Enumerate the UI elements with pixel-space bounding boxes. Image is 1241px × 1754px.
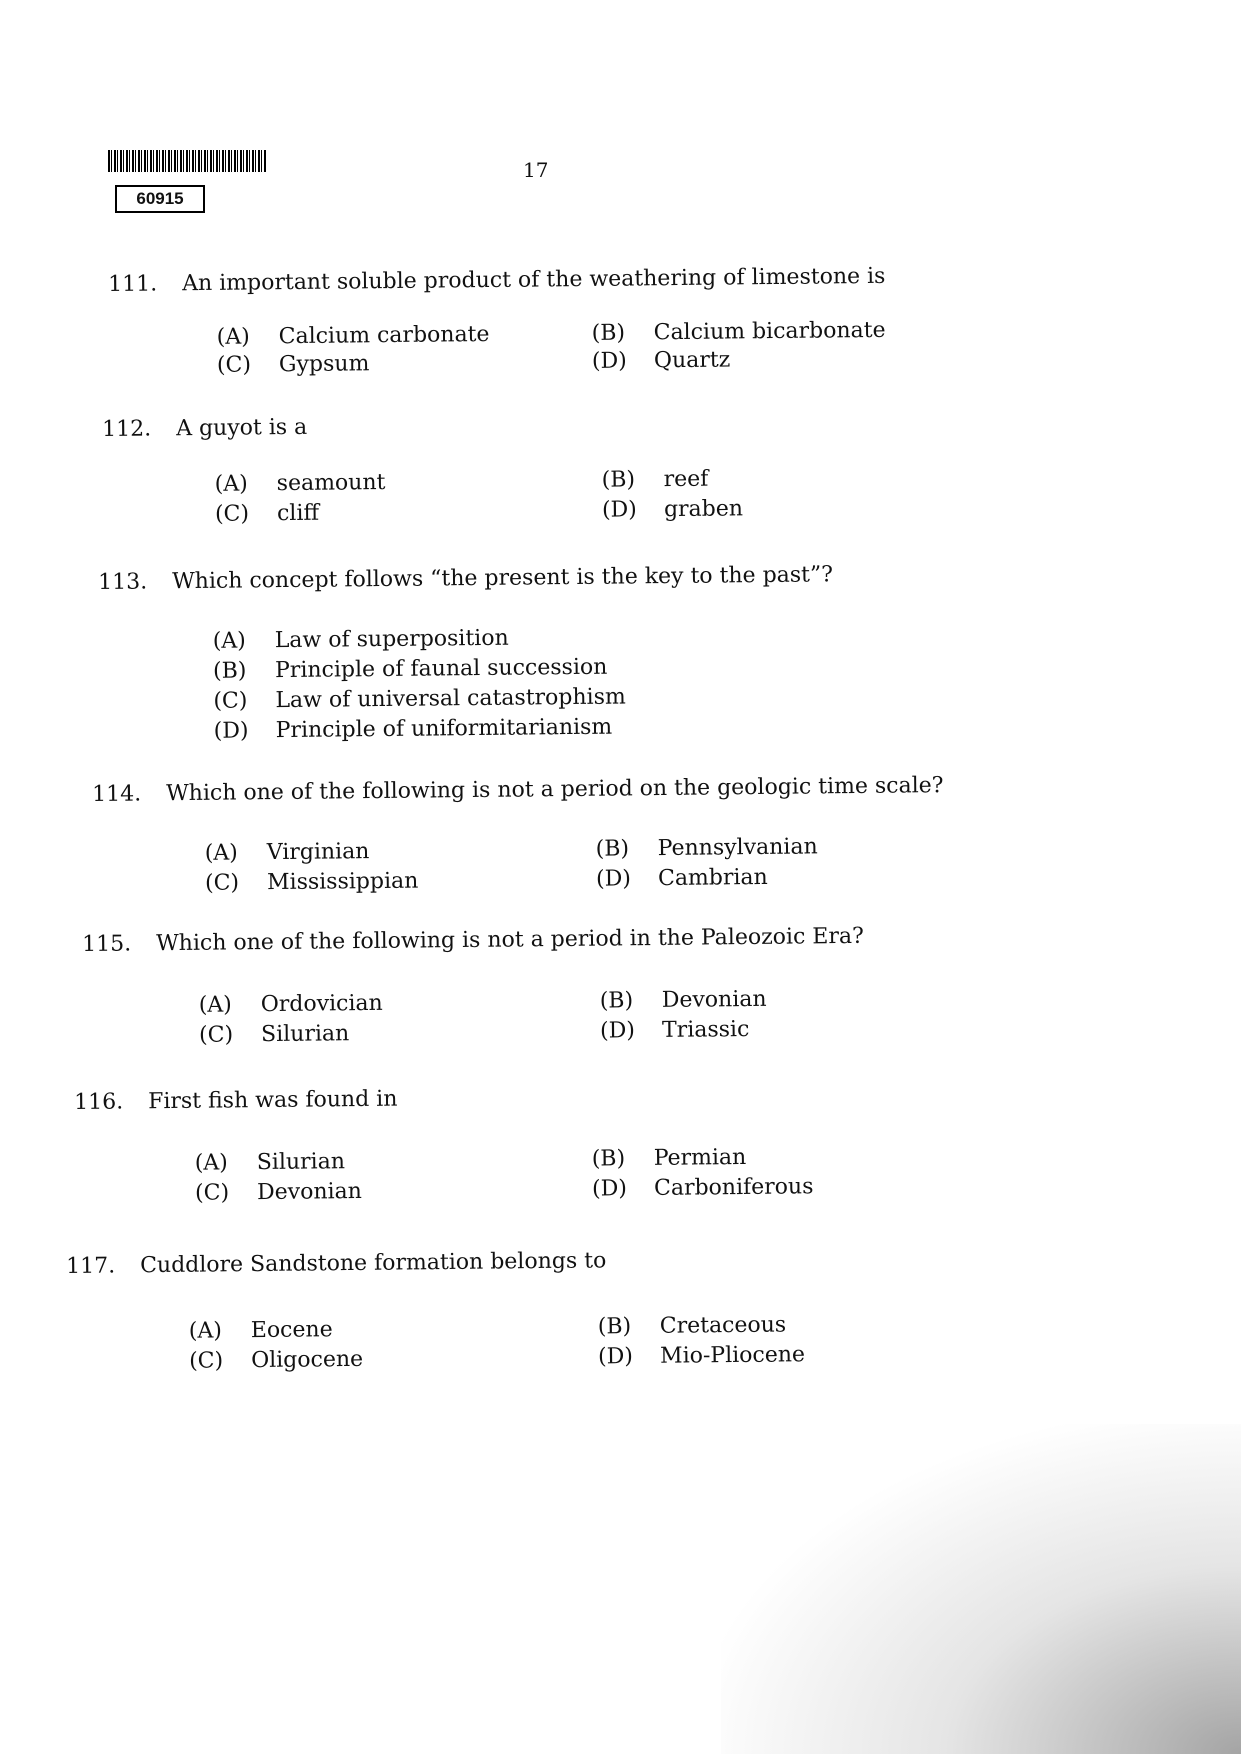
option-b: (B) Pennsylvanian	[595, 834, 818, 862]
question-text: An important soluble product of the weathering of limestone is	[181, 263, 886, 297]
question-number: 116.	[74, 1089, 124, 1115]
option-d: (D) Triassic	[599, 1017, 750, 1044]
option-a: (A) Ordovician	[198, 990, 383, 1018]
option-a: (A) Calcium carbonate	[216, 322, 490, 350]
question-text: Which one of the following is not a period in the Paleozoic Era?	[155, 923, 864, 957]
option-a: (A) Eocene	[188, 1317, 333, 1344]
barcode	[108, 150, 266, 172]
question-number: 112.	[102, 416, 152, 442]
option-c: (C) cliff	[214, 500, 320, 527]
option-b: (B) Permian	[591, 1144, 747, 1172]
page-number: 17	[523, 158, 549, 182]
option-d: (D) Principle of uniformitarianism	[213, 714, 613, 744]
question-number: 114.	[92, 781, 142, 807]
option-d: (D) Carboniferous	[591, 1174, 814, 1202]
option-b: (B) Devonian	[599, 986, 767, 1014]
option-d: (D) graben	[601, 496, 744, 523]
question-text: First fish was found in	[147, 1086, 398, 1115]
option-c: (C) Devonian	[194, 1178, 363, 1206]
question-text: Which one of the following is not a period on the geologic time scale?	[165, 773, 944, 807]
question-number: 111.	[108, 271, 158, 297]
option-b: (B) Cretaceous	[597, 1312, 787, 1340]
option-b: (B) Calcium bicarbonate	[591, 317, 886, 346]
paper-code-box: 60915	[115, 185, 205, 213]
option-c: (C) Oligocene	[188, 1346, 364, 1374]
question-text: Which concept follows “the present is the key to the past”?	[171, 562, 834, 595]
question-number: 115.	[82, 931, 132, 957]
option-a: (A) Silurian	[194, 1149, 346, 1176]
option-d: (D) Mio-Pliocene	[597, 1342, 806, 1370]
option-c: (C) Mississippian	[204, 868, 419, 896]
option-a: (A) seamount	[214, 470, 386, 497]
option-c: (C) Law of universal catastrophism	[213, 684, 626, 714]
option-c: (C) Gypsum	[216, 351, 370, 378]
option-b: (B) Principle of faunal succession	[212, 654, 608, 684]
option-d: (D) Quartz	[591, 347, 731, 374]
question-number: 117.	[66, 1253, 116, 1279]
question-text: Cuddlore Sandstone formation belongs to	[139, 1248, 607, 1279]
option-b: (B) reef	[601, 466, 709, 493]
option-c: (C) Silurian	[198, 1021, 350, 1048]
option-a: (A) Virginian	[204, 839, 370, 866]
scan-shadow	[721, 1424, 1241, 1754]
question-text: A guyot is a	[175, 414, 308, 442]
option-a: (A) Law of superposition	[212, 625, 509, 654]
option-d: (D) Cambrian	[595, 864, 768, 892]
question-number: 113.	[98, 569, 148, 595]
